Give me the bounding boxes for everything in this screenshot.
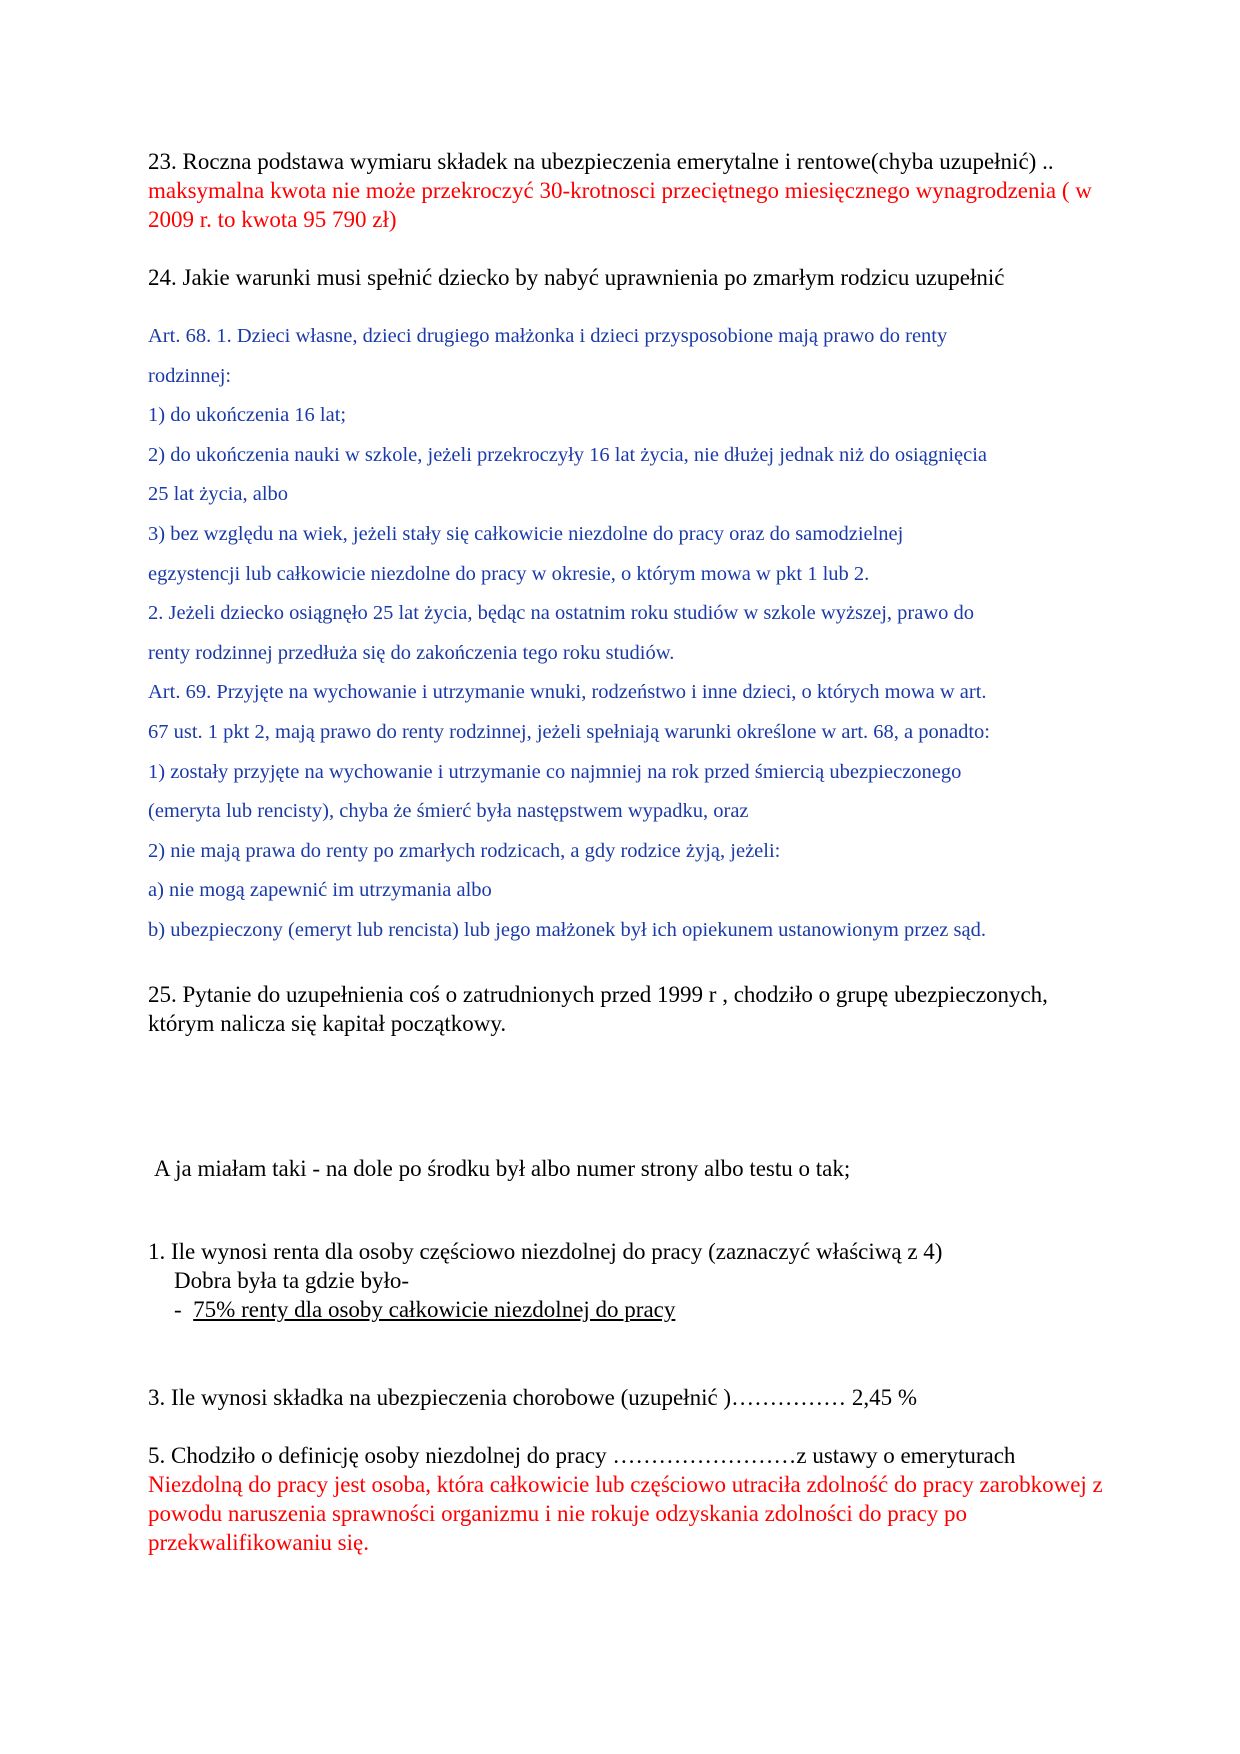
article-line: (emeryta lub rencisty), chyba że śmierć była następstwem wypadku, oraz — [148, 800, 749, 823]
article-line: 2) nie mają prawa do renty po zmarłych rodzicach, a gdy rodzice żyją, jeżeli: — [148, 839, 781, 862]
article-line: 1) zostały przyjęte na wychowanie i utrzymanie co najmniej na rok przed śmiercią ubezpieczonego — [148, 760, 962, 783]
article-line: b) ubezpieczony (emeryt lub rencista) lub jego małżonek był ich opiekunem ustanowionym przez sąd. — [148, 918, 986, 941]
article-line: 1) do ukończenia 16 lat; — [148, 404, 347, 427]
question-1-answer-text: 75% renty dla osoby całkowicie niezdolnej do pracy — [193, 1297, 676, 1322]
question-5 — [148, 1441, 1108, 1557]
question-23 — [148, 147, 1098, 234]
question-24: 24. Jakie warunki musi spełnić dziecko by nabyć uprawnienia po zmarłym rodzicu uzupełnić — [148, 265, 1005, 290]
question-1-answer — [148, 1295, 1098, 1324]
article-line: Art. 68. 1. Dzieci własne, dzieci drugiego małżonka i dzieci przysposobione mają prawo do renty — [148, 325, 948, 347]
question-1 — [148, 1237, 1098, 1324]
article-68-69-quote — [148, 317, 1108, 951]
question-5-text: 5. Chodziło o definicję osoby niezdolnej do pracy ……………………z ustawy o emeryturach — [148, 1443, 1016, 1468]
question-1-text: 1. Ile wynosi renta dla osoby częściowo niezdolnej do pracy (zaznaczyć właściwą z 4) — [148, 1239, 943, 1264]
article-line: rodzinnej: — [148, 364, 232, 387]
article-line: 25 lat życia, albo — [148, 483, 289, 506]
article-line: 2) do ukończenia nauki w szkole, jeżeli przekroczyły 16 lat życia, nie dłużej jednak niż do osiągnięcia — [148, 443, 988, 466]
article-line: renty rodzinnej przedłuża się do zakończenia tego roku studiów. — [148, 641, 675, 664]
note-paragraph: A ja miałam taki - na dole po środku był albo numer strony albo testu o tak; — [154, 1156, 851, 1181]
question-23-answer: maksymalna kwota nie może przekroczyć 30-krotnosci przeciętnego miesięcznego wynagrodzenia ( w 2009 r. to kwota 95 790 zł) — [148, 178, 1092, 232]
question-23-text: 23. Roczna podstawa wymiaru składek na ubezpieczenia emerytalne i rentowe(chyba uzupełnić) .. — [148, 149, 1054, 174]
article-line: 67 ust. 1 pkt 2, mają prawo do renty rodzinnej, jeżeli spełniają warunki określone w art. 68, a ponadto: — [148, 720, 990, 743]
article-line: Art. 69. Przyjęte na wychowanie i utrzymanie wnuki, rodzeństwo i inne dzieci, o których mowa w art. — [148, 681, 987, 704]
question-5-answer: Niezdolną do pracy jest osoba, która całkowicie lub częściowo utraciła zdolność do pracy zarobkowej z powodu naruszenia sprawności organizmu i nie rokuje odzyskania zdolności do pracy po przekwalifikowaniu się. — [148, 1472, 1103, 1555]
article-line: a) nie mogą zapewnić im utrzymania albo — [148, 879, 492, 902]
question-3: 3. Ile wynosi składka na ubezpieczenia chorobowe (uzupełnić )…………… 2,45 % — [148, 1385, 917, 1410]
article-line: egzystencji lub całkowicie niezdolne do pracy w okresie, o którym mowa w pkt 1 lub 2. — [148, 562, 870, 585]
article-line: 3) bez względu na wiek, jeżeli stały się całkowicie niezdolne do pracy oraz do samodzielnej — [148, 522, 904, 545]
question-1-note: Dobra była ta gdzie było- — [174, 1268, 410, 1293]
dash-bullet: - — [174, 1297, 194, 1322]
article-line: 2. Jeżeli dziecko osiągnęło 25 lat życia, będąc na ostatnim roku studiów w szkole wyższej, prawo do — [148, 602, 975, 625]
question-25: 25. Pytanie do uzupełnienia coś o zatrudnionych przed 1999 r , chodziło o grupę ubezpieczonych, którym nalicza się kapitał początkowy. — [148, 982, 1048, 1036]
